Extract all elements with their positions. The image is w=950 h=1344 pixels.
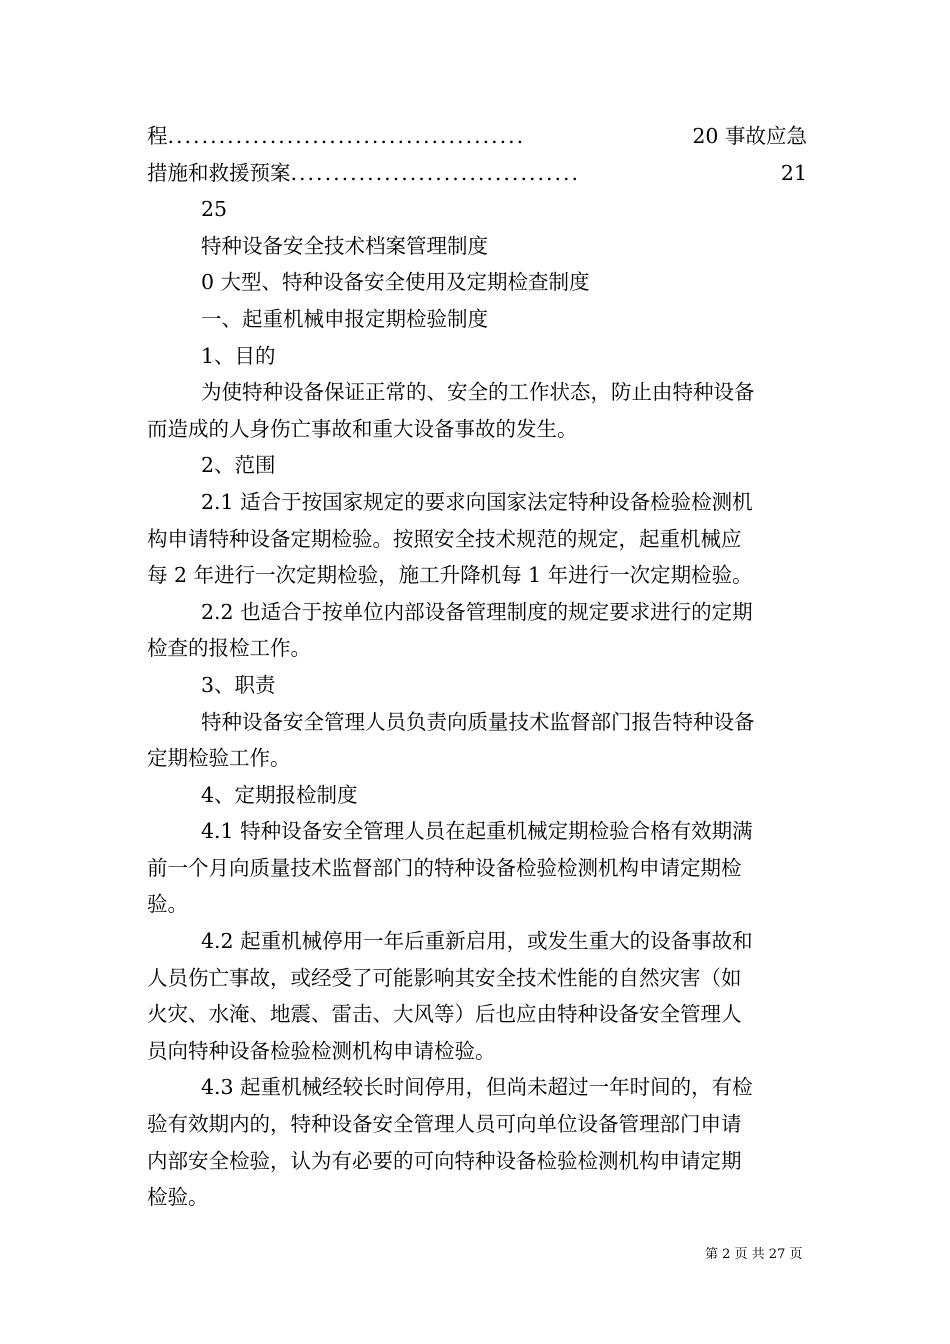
text-line: 验有效期内的，特种设备安全管理人员可向单位设备管理部门申请 [147,1112,742,1137]
text-line: 2.1 适合于按国家规定的要求向国家法定特种设备检验检测机 [201,489,753,514]
text-line: 验。 [147,892,188,917]
text-line: 4.2 起重机械停用一年后重新启用，或发生重大的设备事故和 [201,929,753,954]
text-line: 2、范围 [201,453,276,478]
text-line: 检查的报检工作。 [147,636,311,661]
text-line: 而造成的人身伤亡事故和重大设备事故的发生。 [147,416,578,441]
toc-entry-1-leader: .......................................... [167,124,526,148]
text-line: 4、定期报检制度 [201,782,358,807]
document-body [147,191,807,1216]
text-line: 3、职责 [201,672,276,697]
text-line: 4.1 特种设备安全管理人员在起重机械定期检验合格有效期满 [201,819,753,844]
toc-entry-2-text: 措施和救援预案 [147,160,291,185]
text-line: 员向特种设备检验检测机构申请检验。 [147,1038,496,1063]
text-line: 定期检验工作。 [147,746,291,771]
page-footer: 第 2 页 共 27 页 [705,1247,803,1262]
toc-entry-1-text: 程 [147,124,168,148]
text-line: 25 [201,197,228,222]
text-line: 为使特种设备保证正常的、安全的工作状态，防止由特种设备 [201,380,755,405]
text-line: 内部安全检验，认为有必要的可向特种设备检验检测机构申请定期 [147,1148,742,1173]
toc-entry-2-leader: .................................. [290,160,581,185]
text-line: 火灾、水淹、地震、雷击、大风等）后也应由特种设备安全管理人 [147,1002,742,1027]
text-line: 0 大型、特种设备安全使用及定期检查制度 [201,270,590,295]
toc-entry-1-tail: 20 事故应急 [692,124,807,148]
text-line: 特种设备安全技术档案管理制度 [201,233,488,258]
text-line: 检验。 [147,1185,209,1210]
text-line: 特种设备安全管理人员负责向质量技术监督部门报告特种设备 [201,709,755,734]
toc-entry-2-tail: 21 [780,160,807,185]
text-line: 一、起重机械申报定期检验制度 [201,306,488,331]
text-line: 4.3 起重机械经较长时间停用，但尚未超过一年时间的，有检 [201,1075,753,1100]
text-line: 每 2 年进行一次定期检验，施工升降机每 1 年进行一次定期检验。 [147,563,753,588]
text-line: 1、目的 [201,343,276,368]
toc-entry-1 [147,118,807,155]
text-line: 前一个月向质量技术监督部门的特种设备检验检测机构申请定期检 [147,855,742,880]
toc-entry-2 [147,155,807,192]
document-page [147,118,807,1216]
text-line: 构申请特种设备定期检验。按照安全技术规范的规定，起重机械应 [147,526,742,551]
text-line: 人员伤亡事故，或经受了可能影响其安全技术性能的自然灾害（如 [147,965,742,990]
text-line: 2.2 也适合于按单位内部设备管理制度的规定要求进行的定期 [201,599,753,624]
